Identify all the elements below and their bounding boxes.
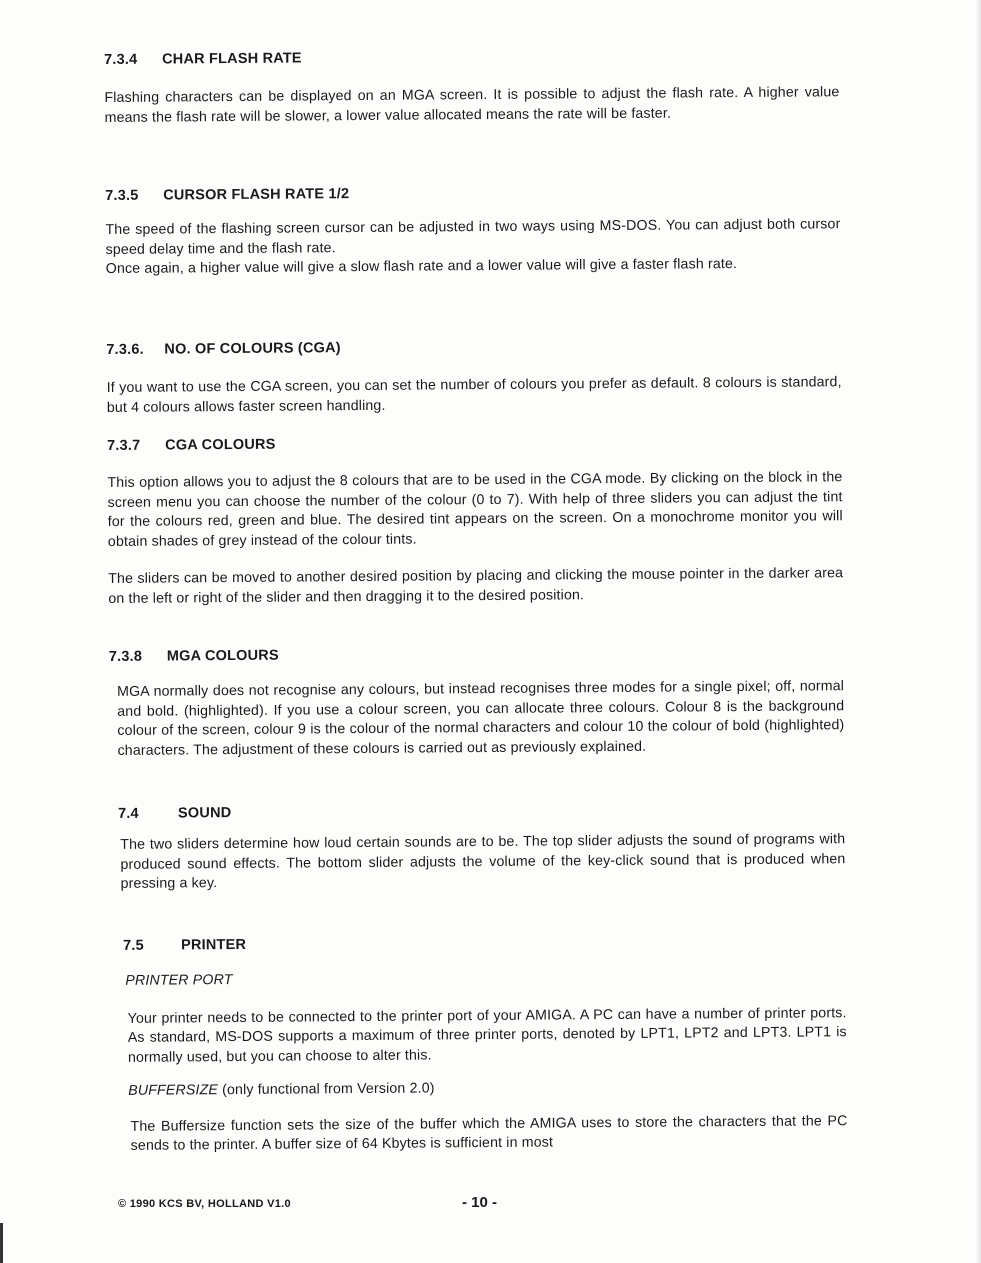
section-char-flash-rate	[104, 46, 840, 128]
section-paragraph: The speed of the flashing screen cursor can be adjusted in two ways using MS-DOS. You can adjust both cursor speed delay time and the flash rate.	[105, 216, 841, 258]
section-heading: 7.5 PRINTER	[123, 936, 247, 954]
page-number: - 10 -	[462, 1194, 498, 1211]
page-content	[104, 40, 848, 1154]
page-edge-shadow	[975, 0, 981, 1263]
section-no-of-colours	[106, 336, 842, 418]
section-paragraph: The Buffersize function sets the size of the buffer which the AMIGA uses to store the characters that the PC sends to the printer. A buffer size of 64 Kbytes is sufficient in most	[130, 1112, 848, 1154]
section-heading: 7.3.4 CHAR FLASH RATE	[104, 50, 302, 68]
section-heading: 7.3.5 CURSOR FLASH RATE 1/2	[105, 186, 350, 204]
section-heading: 7.3.6. NO. OF COLOURS (CGA)	[106, 340, 341, 358]
section-printer	[111, 932, 848, 1156]
section-paragraph: Flashing characters can be displayed on an MGA screen. It is possible to adjust the flash rate. A higher value means the flash rate will be slower, a lower value allocated means the rate will be faster.	[104, 84, 840, 126]
section-paragraph: This option allows you to adjust the 8 colours that are to be used in the CGA mode. By clicking on the block in the screen menu you can choose the number of the colour (0 to 7). With help of three sliders you can adjust the tint for the colours red, green and blue. The desired tint appears on the screen. On a monochrome monitor you will obtain shades of grey instead of the colour tints.	[107, 469, 843, 550]
section-paragraph: The two sliders determine how loud certain sounds are to be. The top slider adjusts the sound of programs with produced sound effects. The bottom slider adjusts the volume of the key-click sound that is produced when pressing a key.	[120, 831, 846, 892]
section-cursor-flash-rate	[105, 182, 841, 279]
section-mga-colours	[109, 643, 845, 761]
section-cga-colours	[107, 432, 843, 609]
section-heading: 7.3.8 MGA COLOURS	[108, 647, 279, 665]
section-paragraph: The sliders can be moved to another desired position by placing and clicking the mouse pointer in the darker area on the left or right of the slider and then dragging it to the desired position.	[108, 565, 844, 607]
footer-copyright: © 1990 KCS BV, HOLLAND V1.0	[118, 1198, 291, 1210]
section-heading: 7.4 SOUND	[117, 805, 232, 822]
page-edge-mark	[0, 1223, 3, 1263]
section-sound	[110, 800, 846, 894]
section-paragraph: MGA normally does not recognise any colours, but instead recognises three modes for a single pixel; off, normal and bold. (highlighted). If you use a colour screen, you can allocate three colours. Colour 8 is the background colour of the screen, colour 9 is the colour of the normal characters and colour 10 the colour of bold (highlighted) characters. The adjustment of these colours is carried out as previously explained.	[117, 678, 845, 759]
section-paragraph: Once again, a higher value will give a slow flash rate and a lower value will give a faster flash rate.	[105, 256, 738, 277]
subheading-printer-port: PRINTER PORT	[125, 972, 233, 989]
section-paragraph: If you want to use the CGA screen, you can set the number of colours you prefer as default. 8 colours is standard, but 4 colours allows faster screen handling.	[106, 374, 842, 416]
buffersize-heading: BUFFERSIZE (only functional from Version 2.0)	[128, 1080, 435, 1099]
section-heading: 7.3.7 CGA COLOURS	[107, 436, 276, 454]
section-paragraph: Your printer needs to be connected to the printer port of your AMIGA. A PC can have a number of printer ports. As standard, MS-DOS supports a maximum of three printer ports, denoted by LPT1, LPT2 and LPT3. LPT1 is normally used, but you can choose to alter this.	[127, 1004, 847, 1066]
